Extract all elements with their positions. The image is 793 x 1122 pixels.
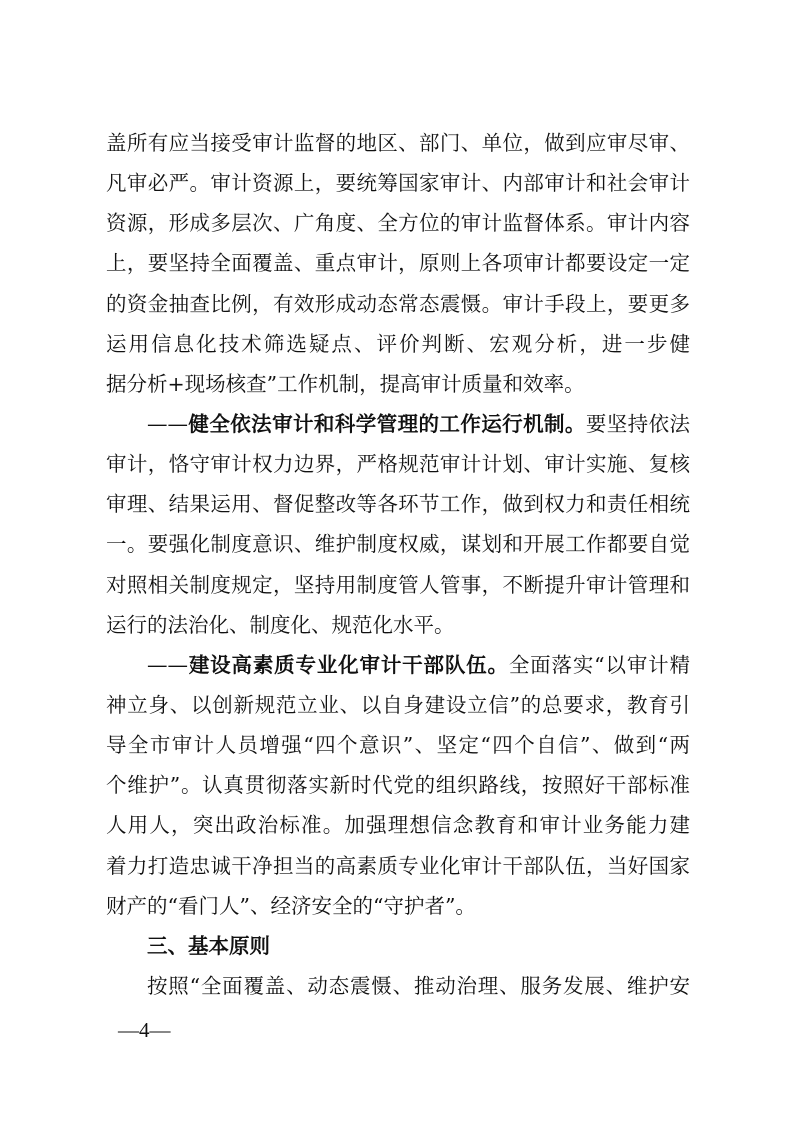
text-line: 对照相关制度规定，坚持用制度管人管事，不断提升审计管理和 [106,572,690,597]
text-line: 盖所有应当接受审计监督的地区、部门、单位，做到应审尽审、 [106,131,690,155]
text-line: 个维护”。认真贯彻落实新时代党的组织路线，按照好干部标准 [106,773,690,798]
text-line: 上，要坚持全面覆盖、重点审计，原则上各项审计都要设定一定 [106,251,690,276]
text-line: 运用信息化技术筛选疑点、评价判断、宏观分析，进一步健 [106,331,690,356]
text-line: 导全市审计人员增强“四个意识”、坚定“四个自信”、做到“两 [106,733,690,758]
page-number: —4— [118,1018,171,1042]
section-heading: 三、基本原则 [147,933,270,958]
text-line: 凡审必严。审计资源上，要统筹国家审计、内部审计和社会审计 [106,171,690,196]
text-line: 财产的“看门人”、经济安全的“守护者”。 [106,893,476,918]
text-line: 的资金抽查比例，有效形成动态常态震慑。审计手段上，要更多 [106,291,690,316]
text-line: 审计，恪守审计权力边界，严格规范审计计划、审计实施、复核 [106,452,690,477]
text-line: 资源，形成多层次、广角度、全方位的审计监督体系。审计内容 [106,211,690,236]
text-line [106,404,690,444]
bold-heading-phrase: 建设高素质专业化审计干部队伍。 [188,652,509,677]
text-line [106,645,690,685]
text-line: 人用人，突出政治标准。加强理想信念教育和审计业务能力建 [106,813,690,838]
text-line: 按照“全面覆盖、动态震慑、推动治理、服务发展、维护安 [147,973,690,998]
text-line: 神立身、以创新规范立业、以自身建设立信”的总要求，教育引 [106,692,690,717]
line-rest: 全面落实“以审计精 [508,652,690,677]
text-line: 运行的法治化、制度化、规范化水平。 [106,612,455,637]
text-line: 着力打造忠诚干净担当的高素质专业化审计干部队伍，当好国家 [106,853,690,878]
document-body [106,123,690,1006]
text-line: 一。要强化制度意识、维护制度权威，谋划和开展工作都要自觉 [106,532,690,557]
dash-lead: —— [147,411,188,436]
text-line: 据分析+现场核查”工作机制，提高审计质量和效率。 [106,371,585,396]
line-rest: 要坚持依法 [585,411,690,436]
dash-lead: —— [147,652,188,677]
text-line: 审理、结果运用、督促整改等各环节工作，做到权力和责任相统 [106,492,690,517]
bold-heading-phrase: 健全依法审计和科学管理的工作运行机制。 [188,411,586,436]
